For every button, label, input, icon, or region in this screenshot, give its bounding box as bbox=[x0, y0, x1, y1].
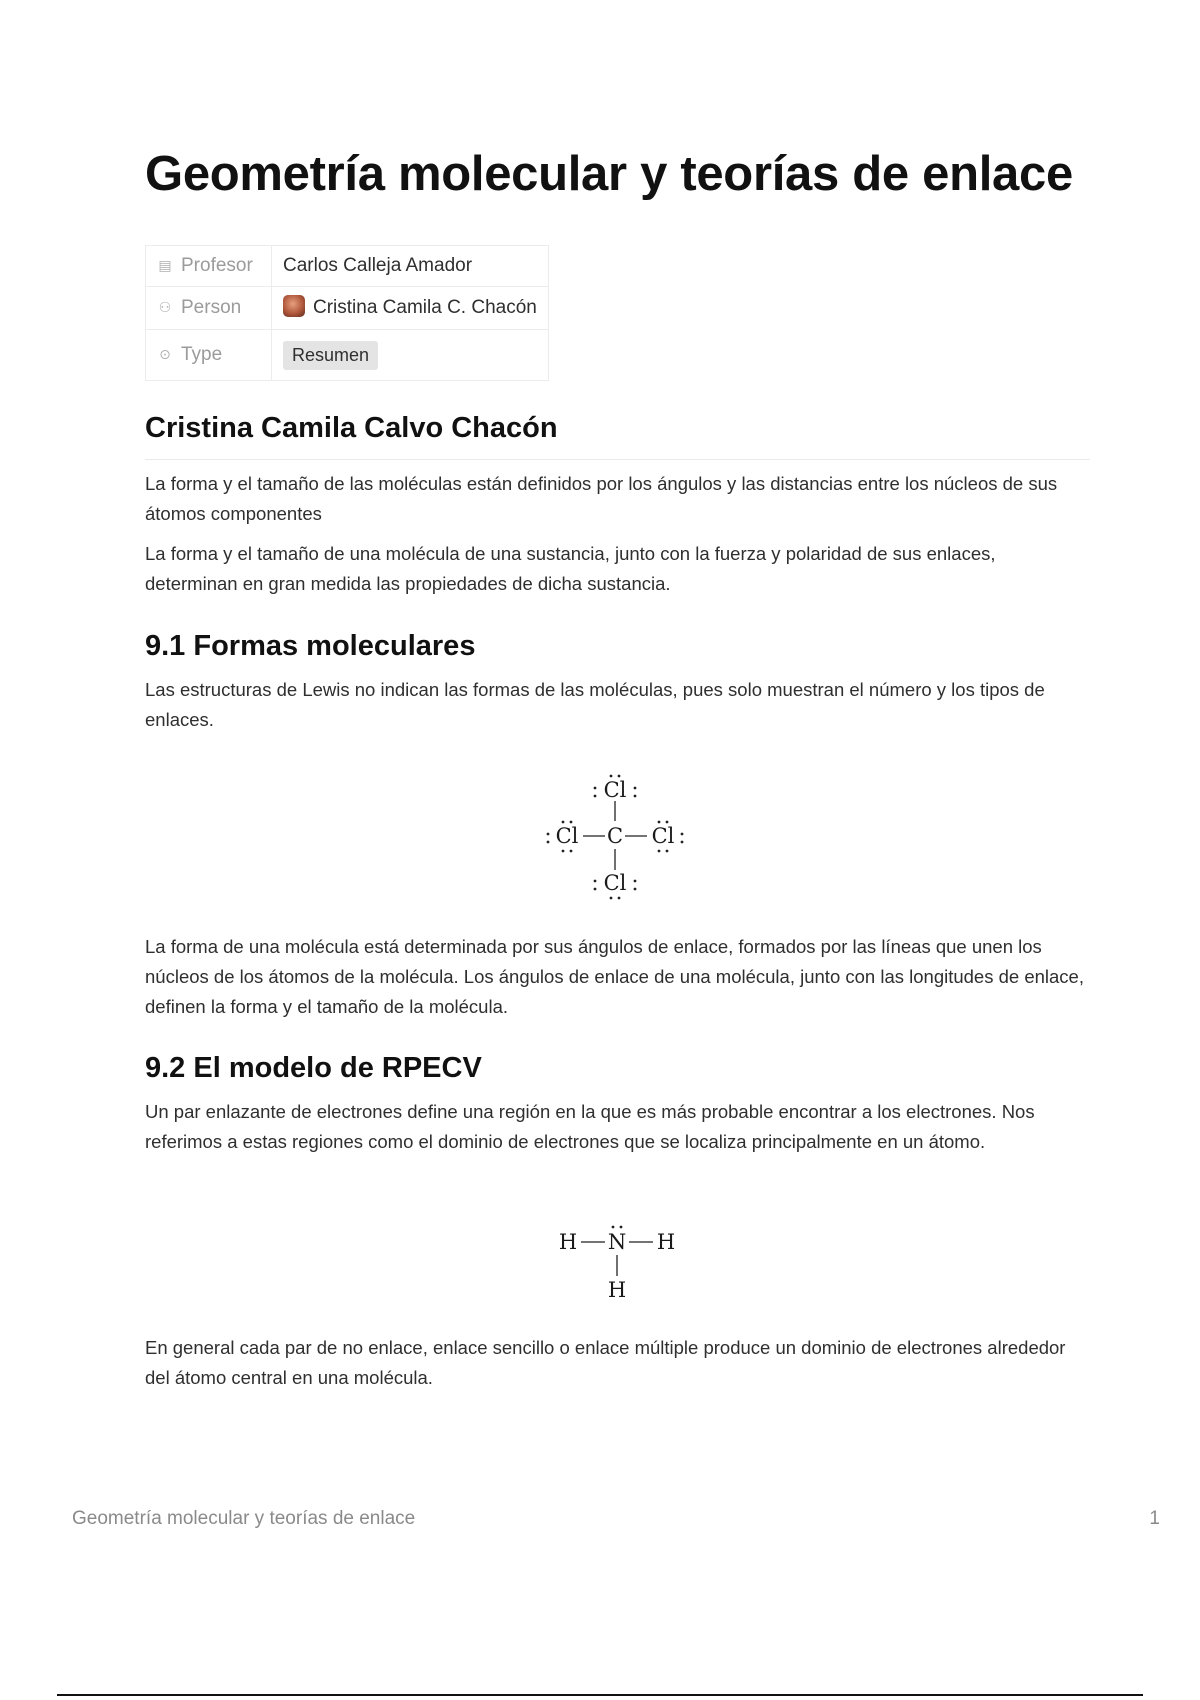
intro-paragraph-1: La forma y el tamaño de las moléculas están definidos por los ángulos y las distancias entre los núcleos de sus átomos componentes bbox=[145, 473, 1058, 524]
property-value-type[interactable] bbox=[272, 330, 549, 381]
people-icon: ⚇ bbox=[158, 299, 172, 316]
ccl4-top-cl: Cl bbox=[603, 778, 627, 802]
section2-paragraph-2: En general cada par de no enlace, enlace sencillo o enlace múltiple produce un dominio de electrones alrededor del átomo central en una molécula. bbox=[145, 1337, 1066, 1388]
property-row-person bbox=[146, 287, 549, 330]
section1-paragraph-2: La forma de una molécula está determinada por sus ángulos de enlace, formados por las líneas que unen los núcleos de los átomos de la molécula. Los ángulos de enlace de una molécula, junto con las longitudes de enlace, definen la forma y el tamaño de la molécula. bbox=[145, 936, 1084, 1017]
section-heading-rpecv: 9.2 El modelo de RPECV bbox=[145, 1052, 482, 1084]
ccl4-lewis-structure bbox=[545, 770, 695, 905]
avatar bbox=[283, 295, 305, 317]
property-row-profesor bbox=[146, 246, 549, 287]
nh3-left-h: H bbox=[558, 1230, 578, 1254]
bottom-divider bbox=[57, 1694, 1143, 1696]
ccl4-right-cl: Cl bbox=[651, 824, 675, 848]
property-value-person[interactable] bbox=[272, 287, 549, 330]
type-tag[interactable]: Resumen bbox=[283, 341, 378, 370]
property-label: Person bbox=[181, 297, 242, 318]
author-heading: Cristina Camila Calvo Chacón bbox=[145, 412, 558, 444]
ccl4-bottom-cl: Cl bbox=[603, 871, 627, 895]
intro-paragraph-2: La forma y el tamaño de una molécula de una sustancia, junto con la fuerza y polaridad de sus enlaces, determinan en gran medida las propiedades de dicha sustancia. bbox=[145, 543, 996, 594]
nh3-center-n: N bbox=[607, 1230, 627, 1254]
section-heading-formas: 9.1 Formas moleculares bbox=[145, 630, 476, 662]
section2-paragraph-1: Un par enlazante de electrones define una región en la que es más probable encontrar a los electrones. Nos referimos a estas regiones como el dominio de electrones que se localiza principalmente en un átomo. bbox=[145, 1101, 1035, 1152]
property-key-person bbox=[146, 287, 272, 330]
person-name[interactable]: Cristina Camila C. Chacón bbox=[313, 297, 537, 318]
nh3-bottom-h: H bbox=[607, 1278, 627, 1302]
footer-title: Geometría molecular y teorías de enlace bbox=[72, 1508, 416, 1529]
text-lines-icon: ▤ bbox=[158, 257, 172, 274]
select-circle-icon: ⊙ bbox=[159, 346, 171, 363]
property-key-type bbox=[146, 330, 272, 381]
section1-paragraph-1: Las estructuras de Lewis no indican las formas de las moléculas, pues solo muestran el número y los tipos de enlaces. bbox=[145, 679, 1045, 730]
property-value-profesor[interactable]: Carlos Calleja Amador bbox=[272, 246, 549, 287]
property-row-type bbox=[146, 330, 549, 381]
ccl4-center-c: C bbox=[606, 824, 624, 848]
nh3-lewis-structure bbox=[555, 1220, 685, 1310]
page-number: 1 bbox=[1149, 1508, 1160, 1529]
property-label: Type bbox=[181, 344, 223, 365]
heading-divider bbox=[145, 459, 1090, 460]
property-key-profesor bbox=[146, 246, 272, 287]
properties-table bbox=[145, 245, 549, 381]
page-title: Geometría molecular y teorías de enlace bbox=[145, 147, 1073, 201]
ccl4-left-cl: Cl bbox=[555, 824, 579, 848]
nh3-right-h: H bbox=[656, 1230, 676, 1254]
property-label: Profesor bbox=[181, 255, 253, 276]
